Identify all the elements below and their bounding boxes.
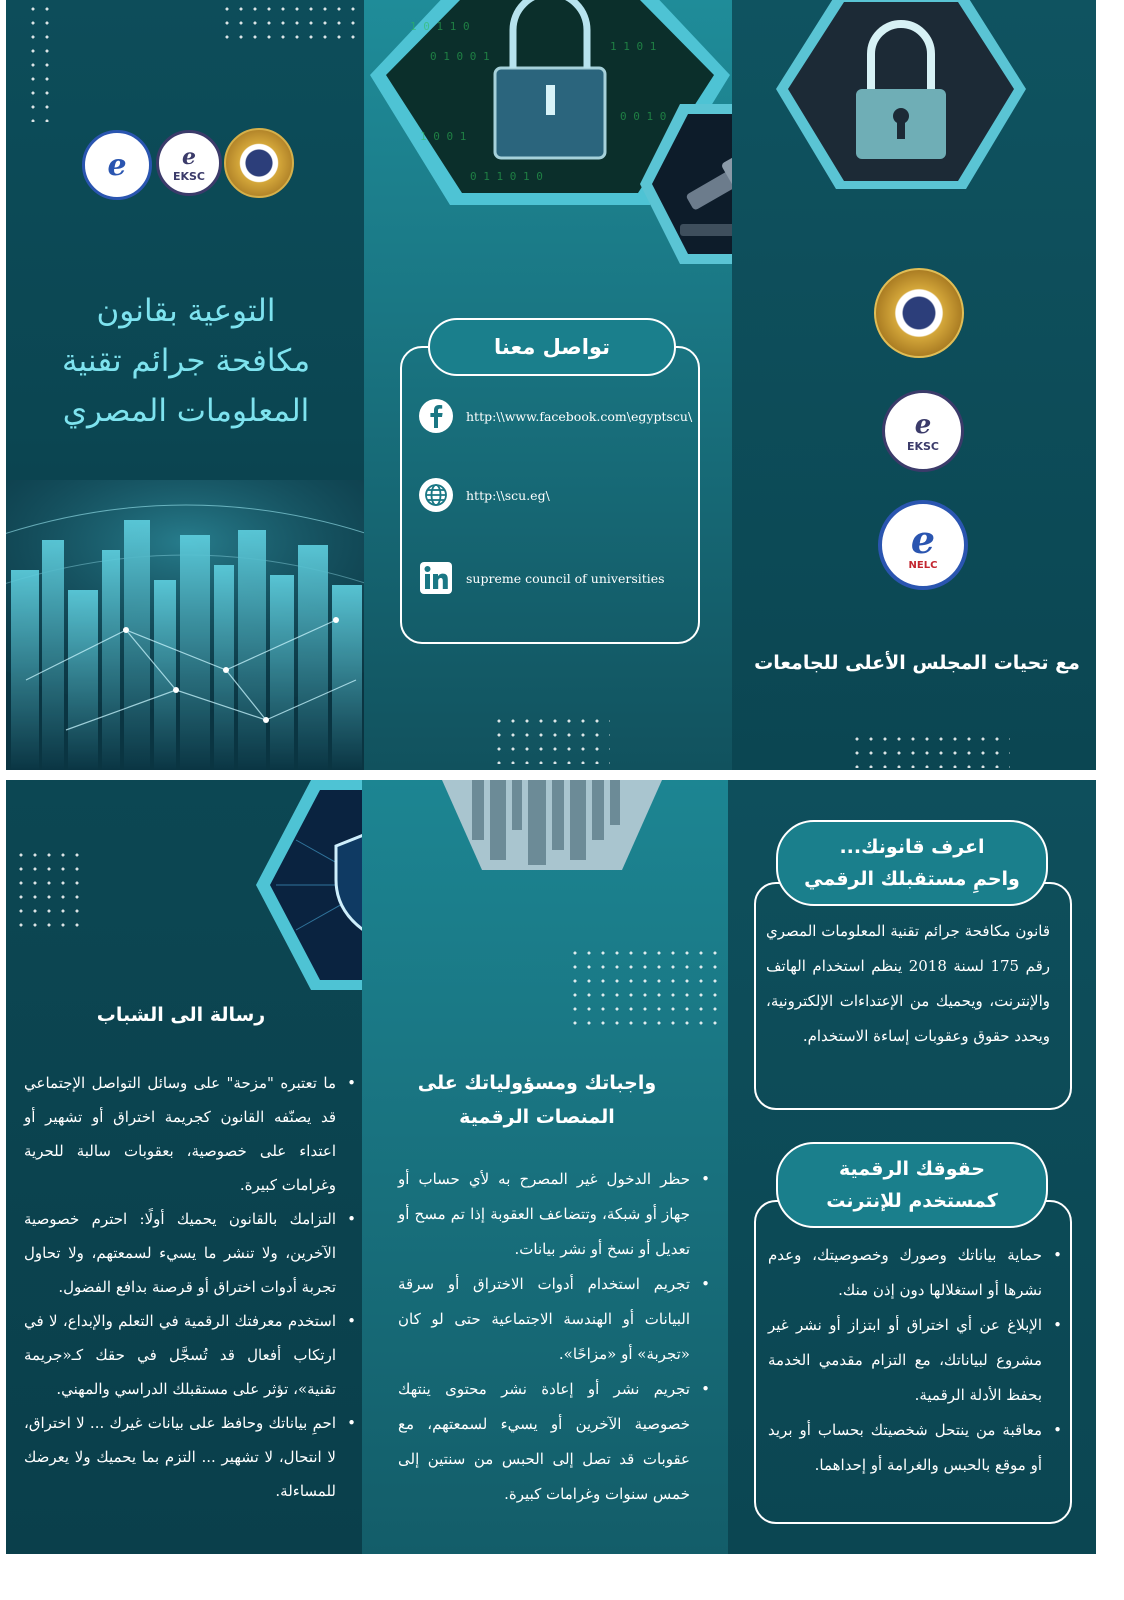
list-item: • الإبلاغ عن أي اختراق أو ابتزاز أو نشر غير مشروع لبياناتك، مع التزام مقدمي الخدمة بحفظ الأدلة الرقمية. <box>768 1308 1042 1413</box>
city-reflection-image <box>442 780 662 870</box>
heading-line: اعرف قانونك... <box>839 836 985 858</box>
contact-title-text: تواصل معنا <box>494 335 610 359</box>
top-middle-panel <box>364 0 732 770</box>
linkedin-icon <box>418 560 454 596</box>
svg-text:1 0 0 1: 1 0 0 1 <box>420 130 467 143</box>
city-network-image <box>6 480 364 770</box>
bottom-left-panel <box>6 780 362 1554</box>
youth-message-list <box>24 1066 358 1508</box>
heading-line: واحمِ مستقبلك الرقمي <box>804 868 1020 890</box>
list-item: • تجريم استخدام أدوات الاختراق أو سرقة البيانات أو الهندسة الاجتماعية حتى لو كان «تجربة» أو «مزاحًا». <box>398 1267 690 1372</box>
bottom-middle-panel <box>362 780 728 1554</box>
decorative-dots <box>26 2 56 122</box>
globe-icon <box>418 477 454 513</box>
brochure-title <box>16 286 356 436</box>
svg-text:1 0 1 1 0: 1 0 1 1 0 <box>410 20 470 33</box>
greeting-text: مع تحيات المجلس الأعلى للجامعات <box>754 652 1080 674</box>
eksc-logo: e EKSC <box>156 130 222 196</box>
decorative-dots <box>568 946 718 1030</box>
svg-text:0 1 0 0 1: 0 1 0 0 1 <box>430 50 490 63</box>
hex-shield-image <box>256 780 362 990</box>
duties-list <box>398 1162 712 1512</box>
scu-seal-logo <box>874 268 964 358</box>
top-left-panel <box>6 0 364 770</box>
contact-title <box>428 318 676 376</box>
hex-padlock-image <box>776 0 1026 194</box>
website-url[interactable]: http:\\scu.eg\ <box>466 487 550 503</box>
facebook-icon <box>418 398 454 434</box>
digital-rights-heading <box>776 1142 1048 1228</box>
decorative-dots <box>850 732 1010 768</box>
title-line: المعلومات المصري <box>62 393 310 429</box>
list-item: • احمِ بياناتك وحافظ على بيانات غيرك ... لا اختراق، لا انتحال، لا تشهير ... التزم بما يحميك ولا يعرضك للمساءلة. <box>24 1406 336 1508</box>
hex-gavel-image <box>640 104 732 264</box>
linkedin-text[interactable]: supreme council of universities <box>466 570 665 586</box>
list-item: • ما تعتبره "مزحة" على وسائل التواصل الإجتماعي قد يصنّفه القانون كجريمة اختراق أو تشهير أو اعتداء على خصوصية، بعقوبات سالبة للحرية وغرامات كبيرة. <box>24 1066 336 1202</box>
top-right-panel <box>732 0 1096 770</box>
title-line: مكافحة جرائم تقنية <box>61 343 311 379</box>
linkedin-link[interactable] <box>418 560 665 596</box>
duties-heading-line: المنصات الرقمية <box>459 1106 615 1128</box>
list-item: • حظر الدخول غير المصرح به لأي حساب أو جهاز أو شبكة، وتتضاعف العقوبة إذا تم مسح أو تعديل أو نسخ أو نشر بيانات. <box>398 1162 690 1267</box>
duties-heading-line: واجباتك ومسؤولياتك على <box>417 1072 657 1094</box>
list-item: • معاقبة من ينتحل شخصيتك بحساب أو بريد أو موقع بالحبس والغرامة أو إحداهما. <box>768 1413 1042 1483</box>
heading-line: حقوقك الرقمية <box>839 1158 985 1180</box>
svg-text:1 1 0 1: 1 1 0 1 <box>610 40 657 53</box>
svg-text:0 0 1 0: 0 0 1 0 <box>620 110 667 123</box>
youth-message-heading: رسالة الى الشباب <box>96 1004 266 1026</box>
nelc-logo: e NELC <box>878 500 968 590</box>
nelc-logo: e <box>82 130 152 200</box>
digital-rights-list <box>768 1238 1064 1483</box>
facebook-url[interactable]: http:\\www.facebook.com\egyptscu\ <box>466 408 693 424</box>
title-line: التوعية بقانون <box>96 293 276 329</box>
scu-seal-logo <box>224 128 294 198</box>
decorative-dots <box>14 848 86 932</box>
heading-line: كمستخدم للإنترنت <box>826 1190 998 1212</box>
svg-text:0 1 1 0 1 0: 0 1 1 0 1 0 <box>470 170 543 183</box>
know-law-heading <box>776 820 1048 906</box>
website-link[interactable] <box>418 477 550 513</box>
list-item: • استخدم معرفتك الرقمية في التعلم والإبداع، لا في ارتكاب أفعال قد تُسجَّل في حقك كـ«جريمة تقنية»، تؤثر على مستقبلك الدراسي والمهني. <box>24 1304 336 1406</box>
duties-heading <box>392 1066 682 1134</box>
list-item: • التزامك بالقانون يحميك أولًا: احترم خصوصية الآخرين، ولا تنشر ما يسيء لسمعتهم، ولا تحاول تجربة أدوات اختراق أو قرصنة بدافع الفضول. <box>24 1202 336 1304</box>
decorative-dots <box>492 714 610 764</box>
decorative-dots <box>220 2 364 44</box>
eksc-logo: e EKSC <box>882 390 964 472</box>
facebook-link[interactable] <box>418 398 692 434</box>
list-item: • تجريم نشر أو إعادة نشر محتوى ينتهك خصوصية الآخرين أو يسيء لسمعتهم، مع عقوبات قد تصل إلى الحبس من سنتين إلى خمس سنوات وغرامات كبيرة. <box>398 1372 690 1512</box>
list-item: • حماية بياناتك وصورك وخصوصيتك، وعدم نشرها أو استغلالها دون إذن منك. <box>768 1238 1042 1308</box>
bottom-right-panel <box>728 780 1096 1554</box>
law-summary-paragraph: قانون مكافحة جرائم تقنية المعلومات المصري رقم 175 لسنة 2018 ينظم استخدام الهاتف والإنترنت، ويحميك من الإعتداءات الإلكترونية، ويحدد حقوق وعقوبات إساءة الاستخدام. <box>766 922 1050 1045</box>
